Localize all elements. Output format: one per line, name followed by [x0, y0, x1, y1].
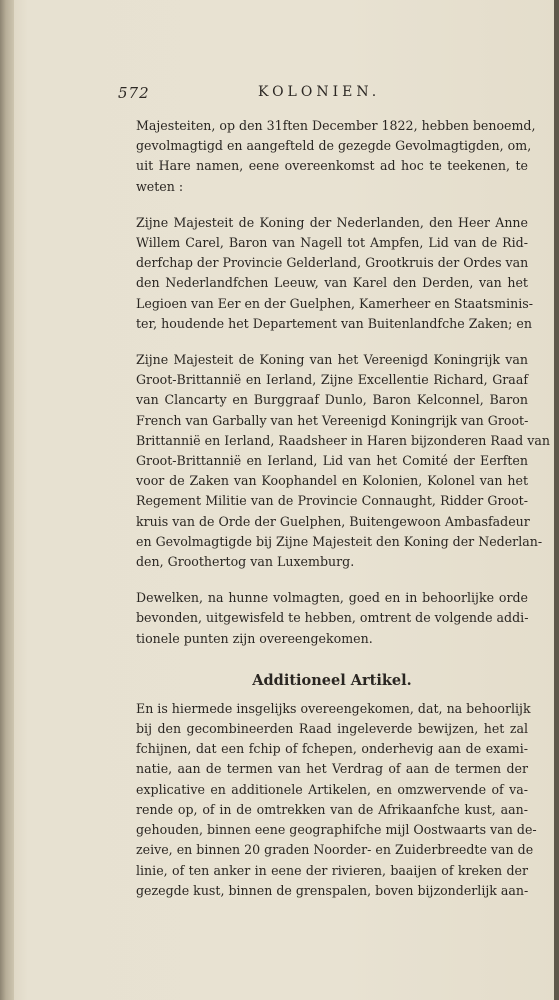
- text-line: den, Groothertog van Luxemburg.: [136, 554, 355, 570]
- text-line: Groot-Brittannië en Ierland, Lid van het Comité der Eerften: [136, 453, 528, 469]
- text-line: Groot-Brittannië en Ierland, Zijne Excellentie Richard, Graaf: [136, 372, 528, 388]
- text-line: gevolmagtigd en aangefteld de gezegde Gevolmagtigden, om,: [136, 138, 532, 154]
- text-line: van Clancarty en Burggraaf Dunlo, Baron Kelconnel, Baron: [136, 392, 528, 408]
- text-line: bevonden, uitgewisfeld te hebben, omtrent de volgende addi-: [136, 610, 529, 626]
- text-line: voor de Zaken van Koophandel en Kolonien, Kolonel van het: [136, 473, 528, 489]
- text-line: Dewelken, na hunne volmagten, goed en in behoorlijke orde: [136, 590, 528, 606]
- text-line: bij den gecombineerden Raad ingeleverde bewijzen, het zal: [136, 721, 528, 737]
- text-line: fchijnen, dat een fchip of fchepen, onderhevig aan de exami-: [136, 741, 528, 757]
- text-line: weten :: [136, 178, 184, 194]
- paragraph-agreement: [136, 588, 528, 649]
- paragraph-gap: [136, 197, 528, 213]
- text-line: gehouden, binnen eene geographifche mijl Oostwaarts van de-: [136, 822, 537, 838]
- text-line: den Nederlandfchen Leeuw, van Karel den Derden, van het: [136, 275, 528, 291]
- text-line: Regement Militie van de Provincie Connaught, Ridder Groot-: [136, 493, 528, 509]
- text-line: Brittannië en Ierland, Raadsheer in Haren bijzonderen Raad van: [136, 432, 550, 448]
- text-line: explicative en additionele Artikelen, en omzwervende of va-: [136, 781, 528, 797]
- text-line: rende op, of in de omtrekken van de Afrikaanfche kust, aan-: [136, 801, 528, 817]
- paragraph-continuation: [136, 116, 536, 197]
- paragraph-british-plenipotentiary: [136, 350, 550, 572]
- text-line: en Gevolmagtigde bij Zijne Majesteit den Koning der Nederlan-: [136, 533, 543, 549]
- page-number: 572: [118, 84, 150, 102]
- paragraph-gap: [136, 649, 528, 665]
- text-line: derfchap der Provincie Gelderland, Grootkruis der Ordes van: [136, 255, 529, 271]
- section-heading: Additioneel Artikel.: [252, 671, 412, 689]
- text-line: Zijne Majesteit de Koning der Nederlanden, den Heer Anne: [136, 214, 528, 230]
- text-line: tionele punten zijn overeengekomen.: [136, 630, 373, 646]
- text-line: En is hiermede insgelijks overeengekomen, dat, na behoorlijk: [136, 700, 531, 716]
- text-line: Zijne Majesteit de Koning van het Vereenigd Koningrijk van: [136, 352, 528, 368]
- body-text: [136, 116, 550, 901]
- page-binding-shadow: [0, 0, 14, 1000]
- page-header: [118, 84, 408, 106]
- text-line: ter, houdende het Departement van Buitenlandfche Zaken; en: [136, 315, 532, 331]
- paragraph-gap: [136, 572, 528, 588]
- text-line: Majesteiten, op den 31ften December 1822, hebben benoemd,: [136, 118, 536, 133]
- text-line: Willem Carel, Baron van Nagell tot Ampfen, Lid van de Rid-: [136, 235, 528, 251]
- text-line: French van Garbally van het Vereenigd Koningrijk van Groot-: [136, 412, 529, 428]
- page-edge: [554, 0, 559, 1000]
- text-line: linie, of ten anker in eene der rivieren, baaijen of kreken der: [136, 862, 528, 878]
- paragraph-gap: [136, 334, 528, 350]
- text-line: zeive, en binnen 20 graden Noorder- en Zuiderbreedte van de: [136, 842, 534, 858]
- text-line: kruis van de Orde der Guelphen, Buitengewoon Ambasfadeur: [136, 513, 530, 529]
- text-line: uit Hare namen, eene overeenkomst ad hoc te teekenen, te: [136, 158, 528, 174]
- paragraph-additional-article: [136, 699, 537, 901]
- text-line: Legioen van Eer en der Guelphen, Kamerheer en Staatsminis-: [136, 295, 533, 311]
- running-title: KOLONIEN.: [258, 84, 381, 100]
- paragraph-dutch-plenipotentiary: [136, 213, 533, 334]
- text-line: natie, aan de termen van het Verdrag of aan de termen der: [136, 761, 528, 777]
- text-line: gezegde kust, binnen de grenspalen, boven bijzonderlijk aan-: [136, 882, 529, 898]
